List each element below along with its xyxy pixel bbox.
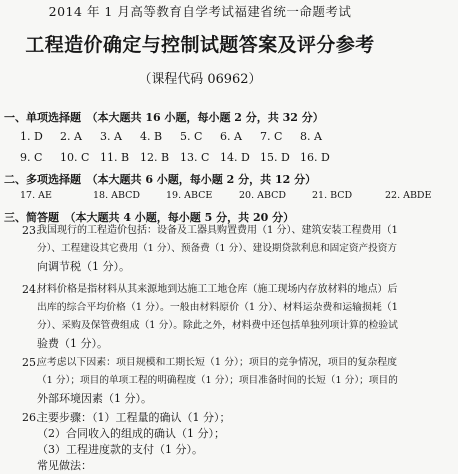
- answer-line: 外部环境因素（1 分）。: [37, 392, 152, 405]
- answer-item: 8. A: [300, 130, 322, 143]
- question-number: 25.: [22, 356, 40, 369]
- answer-item: 1. D: [20, 130, 43, 143]
- answer-item: 2. A: [60, 130, 82, 143]
- answer-item: 12. B: [140, 151, 170, 164]
- answer-item: 16. D: [300, 151, 330, 164]
- answer-item: 15. D: [260, 151, 290, 164]
- answer-line: （2）合同收入的组成的确认（1 分）；: [37, 427, 225, 440]
- answer-item: 14. D: [220, 151, 250, 164]
- question-number: 23.: [22, 224, 40, 237]
- answer-item: 21. BCD: [312, 190, 353, 201]
- answer-item: 3. A: [100, 130, 122, 143]
- answer-line: 向调节税（1 分）。: [37, 260, 130, 273]
- course-code: （课程代码 06962）: [138, 72, 262, 87]
- multi-choice-row: [20, 190, 458, 201]
- answer-item: 5. C: [180, 130, 203, 143]
- answer-item: 6. A: [220, 130, 242, 143]
- single-choice-row-1: [20, 130, 340, 143]
- answer-line: 主要步骤：（1）工程量的确认（1 分）；: [37, 411, 231, 424]
- answer-item: 7. C: [260, 130, 283, 143]
- answer-line: 材料价格是指材料从其来源地到达施工工地仓库（施工现场内存放材料的地点）后: [37, 284, 398, 295]
- answer-item: 10. C: [60, 151, 90, 164]
- question-number: 26.: [22, 411, 40, 424]
- answer-item: 17. AE: [20, 190, 52, 201]
- answer-item: 4. B: [140, 130, 163, 143]
- answer-line: 应考虑以下因素：项目规模和工期长短（1 分）；项目的竞争情况，项目的复杂程度: [37, 357, 397, 368]
- answer-line: 出库的综合平均价格（1 分）。一般由材料原价（1 分）、材料运杂费和运输损耗（1: [37, 302, 398, 313]
- section-multi-choice-heading: 二、多项选择题 （本大题共 6 小题，每小题 2 分，共 12 分）: [4, 173, 317, 186]
- answer-line: 分）、采购及保管费组成（1 分）。除此之外，材料费中还包括单独列项计算的检验试: [37, 320, 398, 331]
- section-short-answer-heading: 三、简答题 （本大题共 4 小题，每小题 5 分，共 20 分）: [4, 211, 295, 224]
- exam-header: 2014 年 1 月高等教育自学考试福建省统一命题考试: [48, 4, 352, 19]
- answer-line: 常见做法：: [37, 459, 92, 472]
- answer-item: 20. ABCD: [239, 190, 286, 201]
- answer-item: 22. ABDE: [385, 190, 432, 201]
- answer-item: 11. B: [100, 151, 130, 164]
- single-choice-row-2: [20, 151, 340, 164]
- answer-item: 13. C: [180, 151, 210, 164]
- answer-line: （1 分）；项目的单项工程的明确程度（1 分）；项目准备时间的长短（1 分）；项目的: [37, 375, 398, 386]
- answer-item: 19. ABCE: [166, 190, 213, 201]
- answer-line: 验费（1 分）。: [37, 337, 108, 350]
- document-title: 工程造价确定与控制试题答案及评分参考: [25, 34, 375, 56]
- answer-line: 分）、工程建设其它费用（1 分）、预备费（1 分）、建设期贷款利息和固定资产投资方: [37, 243, 398, 254]
- answer-line: 我国现行的工程造价包括：设备及工器具购置费用（1 分）、建筑安装工程费用（1: [37, 225, 398, 236]
- answer-item: 18. ABCD: [93, 190, 140, 201]
- section-single-choice-heading: 一、单项选择题 （本大题共 16 小题，每小题 2 分，共 32 分）: [4, 111, 324, 124]
- question-number: 24.: [22, 283, 40, 296]
- answer-item: 9. C: [20, 151, 43, 164]
- answer-line: （3）工程进度款的支付（1 分）。: [37, 443, 203, 456]
